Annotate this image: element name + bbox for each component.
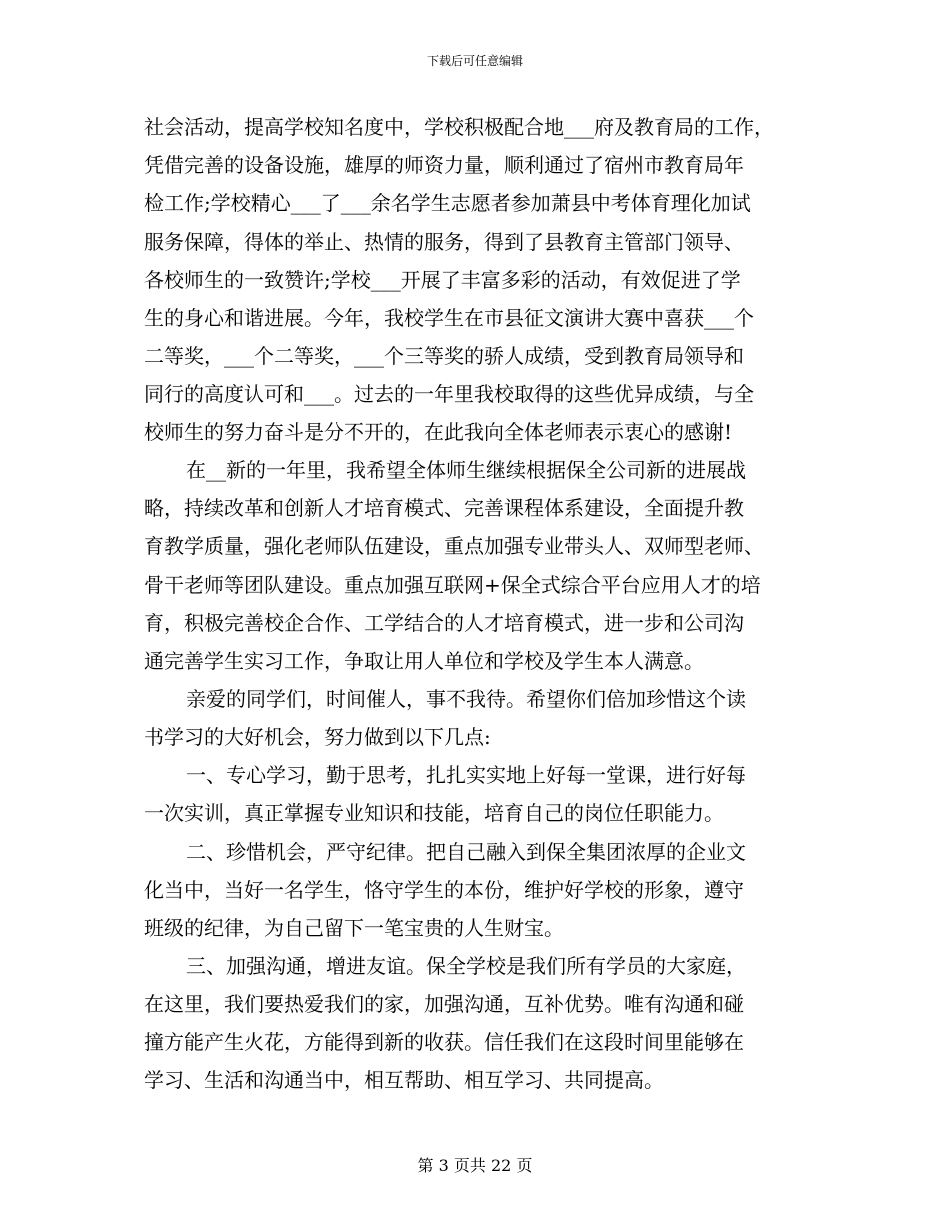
text-line: 育，积极完善校企合作、工学结合的人才培育模式，进一步和公司沟: [144, 611, 744, 635]
text-line: 撞方能产生火花，方能得到新的收获。信任我们在这段时间里能够在: [144, 1030, 744, 1054]
page-header: 下载后可任意编辑: [426, 54, 523, 68]
text-line: 略，持续改革和创新人才培育模式、完善课程体系建设，全面提升教: [144, 496, 744, 520]
text-line: 二、珍惜机会，严守纪律。把自己融入到保全集团浓厚的企业文: [186, 840, 746, 864]
text-line: 凭借完善的设备设施，雄厚的师资力量，顺利通过了宿州市教育局年: [144, 153, 744, 177]
text-line: 服务保障，得体的举止、热情的服务，得到了县教育主管部门领导、: [144, 230, 744, 254]
text-line: 亲爱的同学们，时间催人，事不我待。希望你们倍加珍惜这个读: [186, 687, 746, 711]
text-line: 班级的纪律，为自己留下一笔宝贵的人生财宝。: [144, 916, 564, 940]
text-line: 通完善学生实习工作，争取让用人单位和学校及学生本人满意。: [144, 649, 704, 673]
text-line: 骨干老师等团队建设。重点加强互联网+保全式综合平台应用人才的培: [144, 573, 761, 597]
text-line: 学习、生活和沟通当中，相互帮助、相互学习、共同提高。: [144, 1068, 664, 1092]
text-line: 书学习的大好机会，努力做到以下几点:: [144, 725, 491, 749]
text-line: 二等奖，___个二等奖，___个三等奖的骄人成绩，受到教育局领导和: [144, 344, 744, 368]
text-line: 育教学质量，强化老师队伍建设，重点加强专业带头人、双师型老师、: [144, 534, 764, 558]
text-line: 一、专心学习，勤于思考，扎扎实实地上好每一堂课，进行好每: [186, 763, 746, 787]
text-line: 检工作;学校精心___了___余名学生志愿者参加萧县中考体育理化加试: [144, 191, 751, 215]
text-line: 同行的高度认可和___。过去的一年里我校取得的这些优异成绩，与全: [144, 382, 754, 406]
text-line: 社会活动，提高学校知名度中，学校积极配合地___府及教育局的工作，: [144, 115, 774, 139]
text-line: 校师生的努力奋斗是分不开的，在此我向全体老师表示衷心的感谢!: [144, 420, 733, 444]
page-number: 第 3 页共 22 页: [417, 1156, 533, 1175]
text-line: 三、加强沟通，增进友谊。保全学校是我们所有学员的大家庭，: [186, 954, 746, 978]
text-line: 生的身心和谐进展。今年，我校学生在市县征文演讲大赛中喜获___个: [144, 306, 754, 330]
text-line: 各校师生的一致赞许;学校___开展了丰富多彩的活动，有效促进了学: [144, 268, 741, 292]
text-line: 在__新的一年里，我希望全体师生继续根据保全公司新的进展战: [186, 458, 746, 482]
text-line: 一次实训，真正掌握专业知识和技能，培育自己的岗位任职能力。: [144, 801, 724, 825]
text-line: 在这里，我们要热爱我们的家，加强沟通，互补优势。唯有沟通和碰: [144, 992, 744, 1016]
text-line: 化当中，当好一名学生，恪守学生的本份，维护好学校的形象，遵守: [144, 878, 744, 902]
